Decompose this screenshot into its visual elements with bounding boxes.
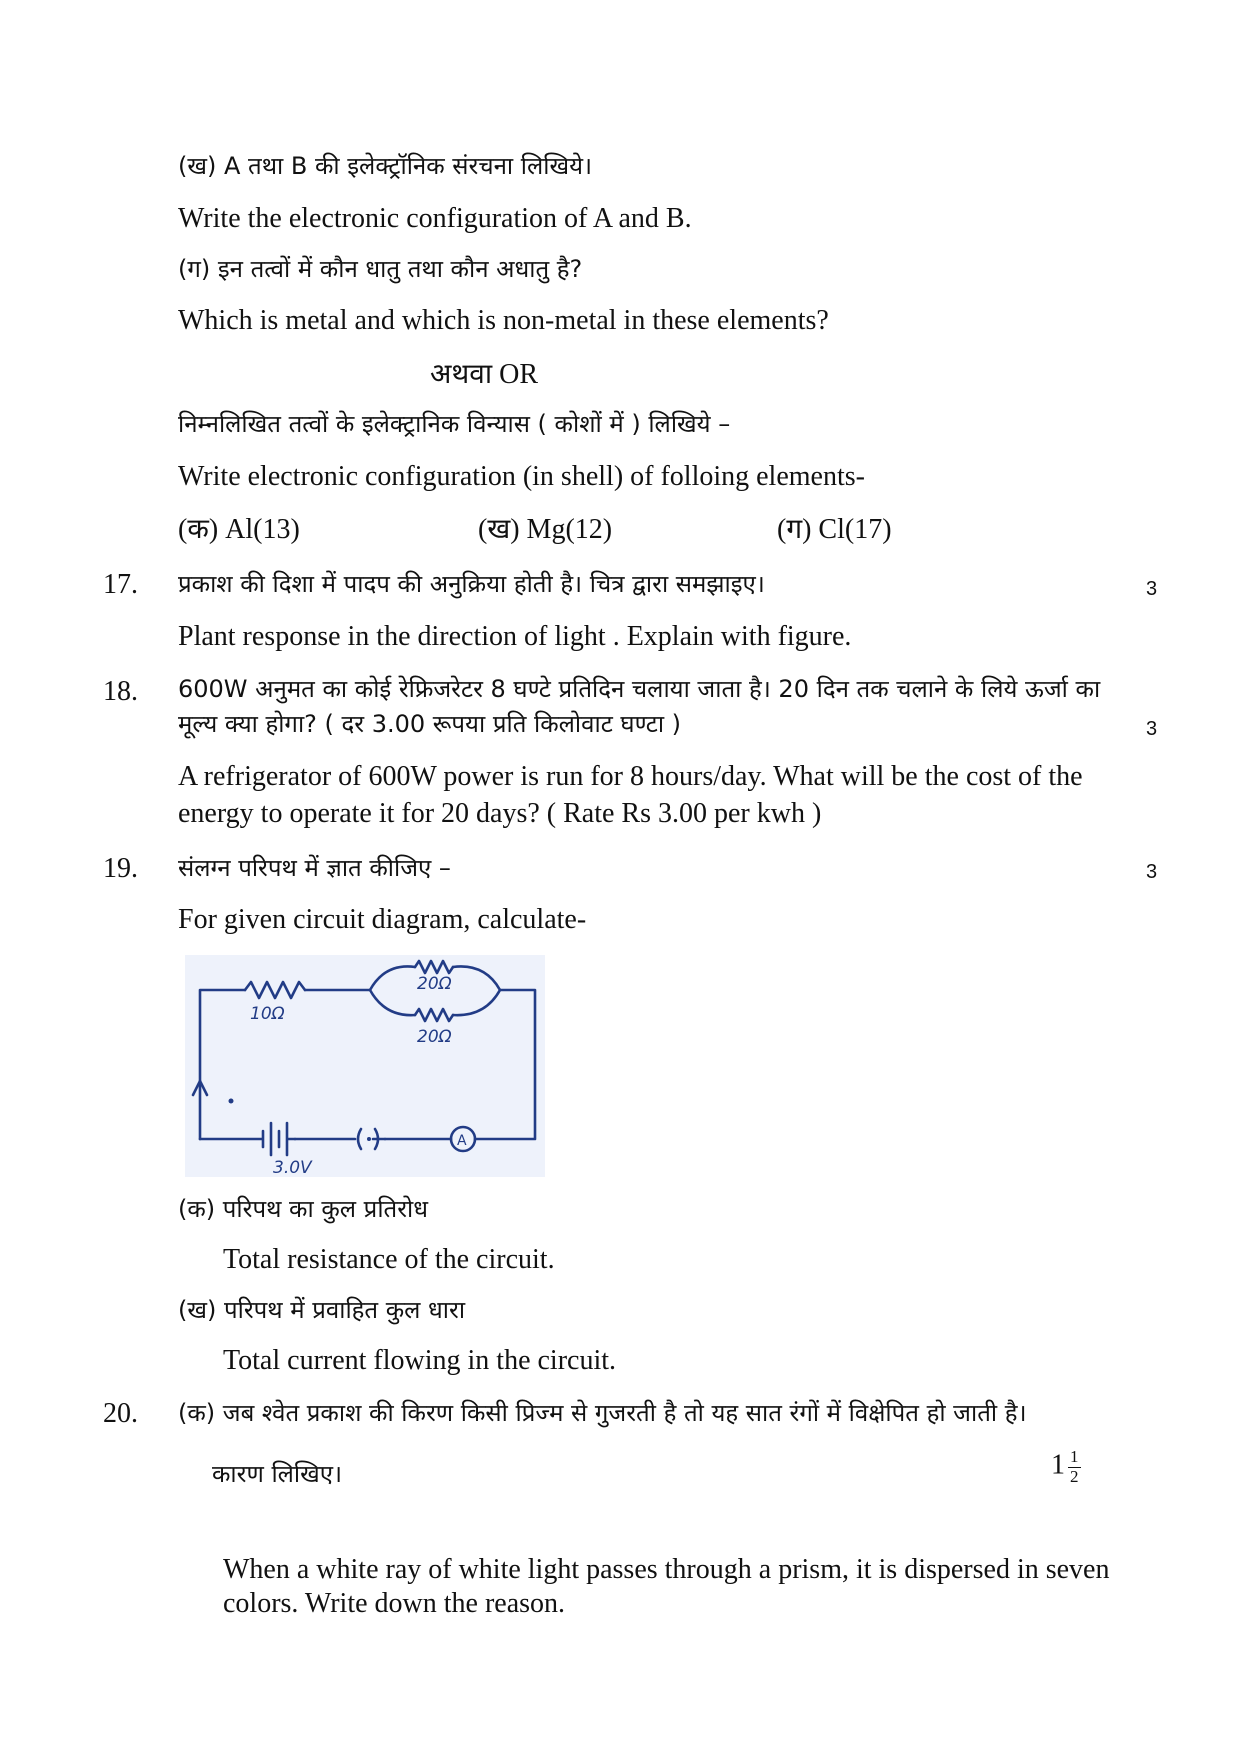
q16-kha-hindi: (ख) A तथा B की इलेक्ट्रॉनिक संरचना लिखिये। — [178, 152, 593, 180]
q18-english-line1: A refrigerator of 600W power is run for 8 hours/day. What will be the cost of the — [178, 761, 1083, 792]
resistor-20-ohm-lower — [415, 1009, 453, 1021]
q18-number: 18. — [103, 676, 138, 707]
branch-upper-left — [370, 966, 415, 990]
q19-ka-english: Total resistance of the circuit. — [223, 1244, 555, 1275]
q16-kha-english: Write the electronic configuration of A and B. — [178, 203, 692, 234]
q17-marks: 3 — [1146, 578, 1158, 600]
q20-marks-fraction — [1068, 1448, 1081, 1486]
label-20-ohm-lower: 20Ω — [417, 1027, 452, 1047]
q18-hindi-line1: 600W अनुमत का कोई रेफ्रिजरेटर 8 घण्टे प्रतिदिन चलाया जाता है। 20 दिन तक चलाने के लिये ऊर्जा का — [178, 675, 1101, 703]
q19-number: 19. — [103, 853, 138, 884]
branch-lower-right — [453, 990, 500, 1015]
q19-kha-hindi: (ख) परिपथ में प्रवाहित कुल धारा — [178, 1296, 466, 1324]
key-left-bracket — [358, 1129, 361, 1149]
label-ammeter: A — [457, 1133, 467, 1149]
q20-english-line2: colors. Write down the reason. — [223, 1588, 566, 1619]
circuit-diagram — [185, 955, 545, 1177]
q19-ka-hindi: (क) परिपथ का कुल प्रतिरोध — [178, 1195, 429, 1223]
q16-or-label: अथवा OR — [430, 359, 539, 390]
q16-alt-english: Write electronic configuration (in shell) of folloing elements- — [178, 461, 865, 492]
q20-marks-denominator: 2 — [1070, 1466, 1079, 1486]
resistor-10-ohm — [245, 982, 305, 998]
q18-marks: 3 — [1146, 718, 1158, 740]
key-dot — [367, 1137, 371, 1141]
q16-option-ka: (क) Al(13) — [178, 514, 300, 545]
q17-english: Plant response in the direction of light . Explain with figure. — [178, 621, 852, 652]
wire-left — [200, 990, 245, 1139]
q17-hindi: प्रकाश की दिशा में पादप की अनुक्रिया होती है। चित्र द्वारा समझाइए। — [178, 570, 765, 598]
q20-marks-whole: 1 — [1051, 1449, 1065, 1481]
q16-option-kha: (ख) Mg(12) — [478, 514, 613, 545]
q20-marks-numerator: 1 — [1070, 1447, 1079, 1466]
q16-alt-hindi: निम्नलिखित तत्वों के इलेक्ट्रानिक विन्यास ( कोशों में ) लिखिये – — [178, 410, 731, 438]
battery-cell — [200, 1123, 295, 1155]
q20-english-line1: When a white ray of white light passes through a prism, it is dispersed in seven — [223, 1554, 1110, 1585]
q19-english: For given circuit diagram, calculate- — [178, 904, 587, 935]
q19-kha-english: Total current flowing in the circuit. — [223, 1345, 617, 1376]
q20-number: 20. — [103, 1398, 138, 1429]
q17-number: 17. — [103, 569, 138, 600]
wire-right — [475, 990, 535, 1139]
label-10-ohm: 10Ω — [250, 1004, 285, 1024]
label-20-ohm-upper: 20Ω — [417, 974, 452, 994]
branch-lower-left — [370, 990, 415, 1015]
resistor-20-ohm-upper — [415, 961, 453, 973]
q20-hindi-line1: (क) जब श्वेत प्रकाश की किरण किसी प्रिज्म से गुजरती है तो यह सात रंगों में विक्षेपित हो जाती है। — [178, 1399, 1027, 1427]
q16-ga-hindi: (ग) इन तत्वों में कौन धातु तथा कौन अधातु है? — [178, 255, 583, 283]
q20-hindi-line2: कारण लिखिए। — [212, 1460, 343, 1488]
q16-option-ga: (ग) Cl(17) — [777, 514, 892, 545]
q18-english-line2: energy to operate it for 20 days? ( Rate Rs 3.00 per kwh ) — [178, 798, 822, 829]
q19-hindi: संलग्न परिपथ में ज्ञात कीजिए – — [178, 854, 451, 882]
dot-mark — [229, 1099, 234, 1104]
q18-hindi-line2: मूल्य क्या होगा? ( दर 3.00 रूपया प्रति किलोवाट घण्टा ) — [178, 710, 682, 738]
q16-ga-english: Which is metal and which is non-metal in these elements? — [178, 305, 829, 336]
label-battery: 3.0V — [273, 1158, 312, 1177]
q20-marks — [1051, 1448, 1081, 1486]
branch-upper-right — [453, 966, 500, 990]
q19-marks: 3 — [1146, 861, 1158, 883]
